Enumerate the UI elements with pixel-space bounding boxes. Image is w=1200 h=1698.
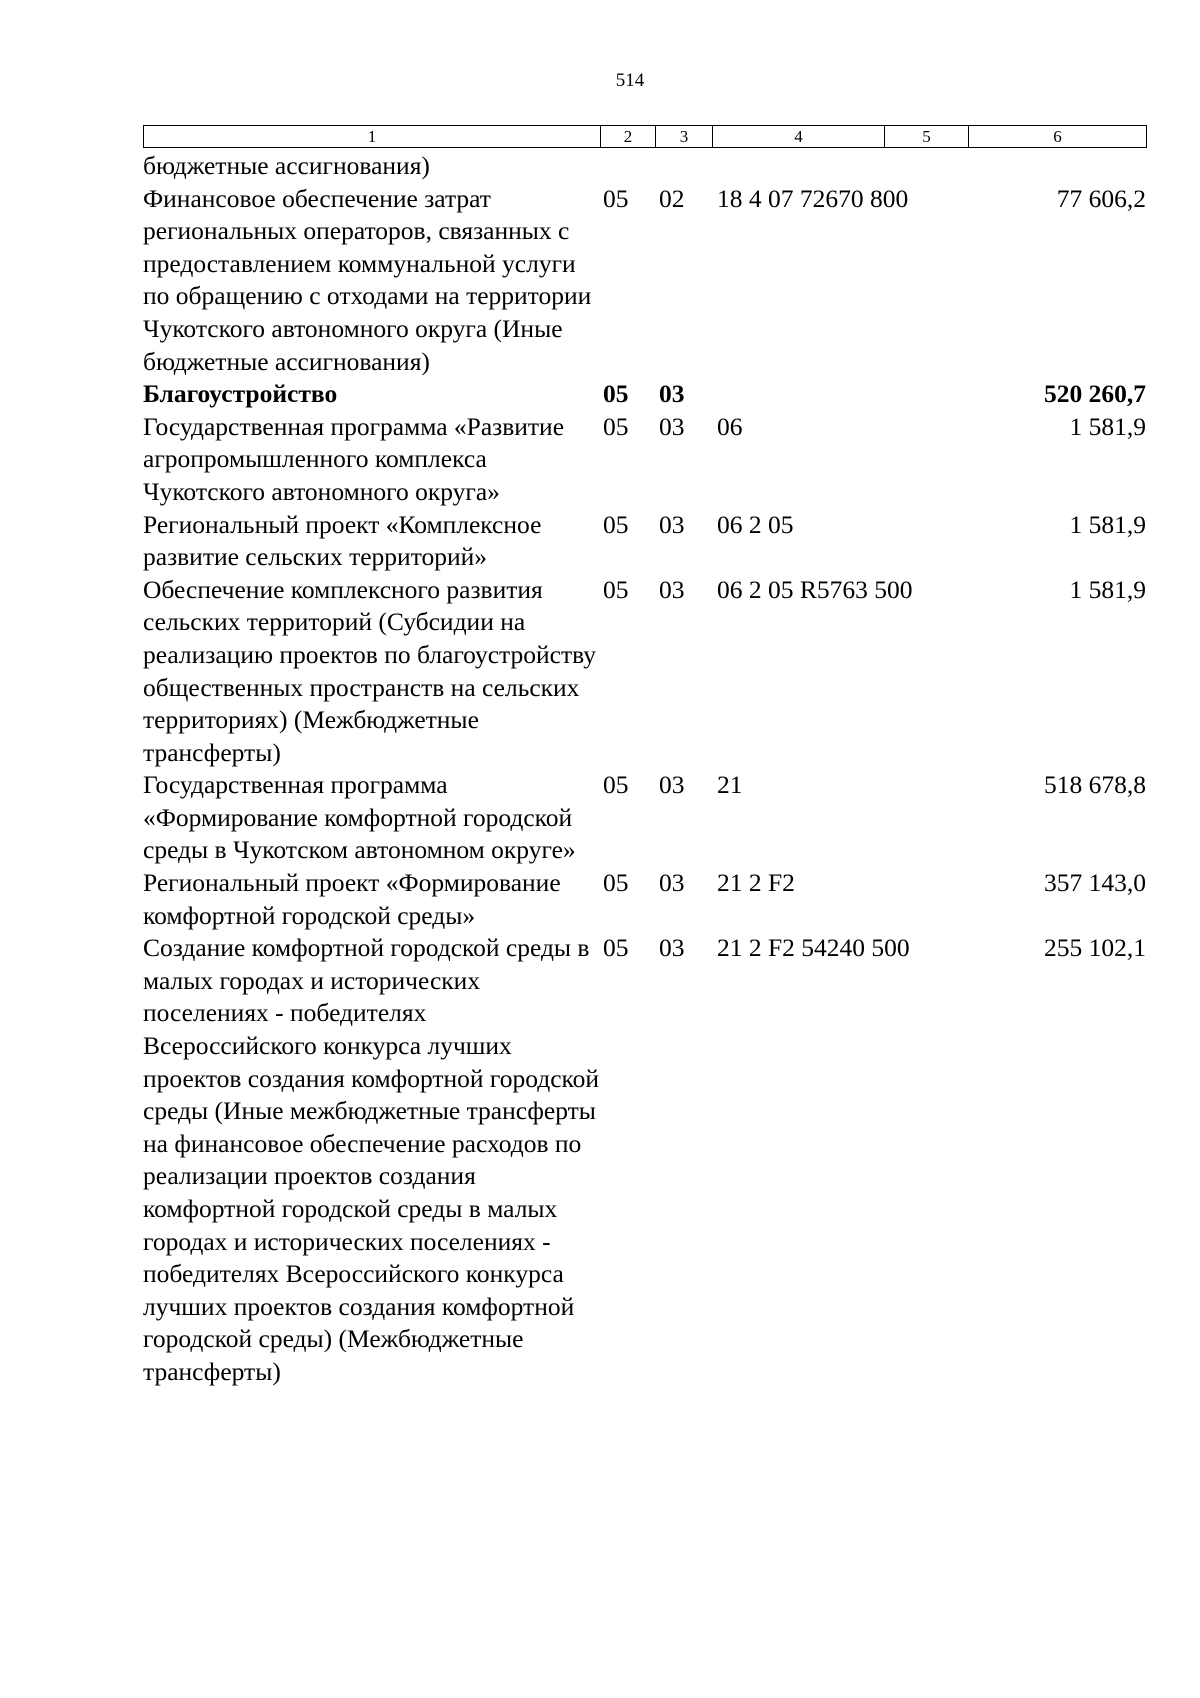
row-name: Создание комфортной городской среды в малых городах и исторических поселениях - победителях Всероссийского конкурса лучших проектов создания комфортной городской среды (Иные межбюджетные трансферты на финансовое обеспечение расходов по реализации проектов создания комфортной городской среды в малых городах и исторических поселениях - победителях Всероссийского конкурса лучших проектов создания комфортной городской среды) (Межбюджетные трансферты) — [143, 933, 600, 1386]
row-subsection: 03 — [659, 770, 685, 800]
row-subsection: 03 — [659, 411, 685, 441]
row-amount: 255 102,1 — [1044, 933, 1146, 963]
row-name: Государственная программа «Формирование комфортной городской среды в Чукотском автономном округе» — [143, 770, 576, 865]
row-amount: 1 581,9 — [1069, 411, 1146, 441]
table-row — [143, 867, 1146, 932]
table-row — [143, 769, 1146, 867]
row-name: Региональный проект «Комплексное развитие сельских территорий» — [143, 509, 542, 572]
row-section: 05 — [603, 411, 629, 441]
row-amount: 520 260,7 — [1044, 379, 1146, 409]
table-row — [143, 574, 1146, 770]
table-row — [143, 932, 1146, 1388]
row-target-code: 06 2 05 — [717, 509, 794, 539]
column-header-6: 6 — [969, 126, 1147, 148]
column-header-1: 1 — [144, 126, 601, 148]
row-amount: 1 581,9 — [1069, 509, 1146, 539]
row-section: 05 — [603, 868, 629, 898]
column-header-3: 3 — [656, 126, 713, 148]
row-subsection: 02 — [659, 183, 685, 213]
row-subsection: 03 — [659, 933, 685, 963]
row-subsection: 03 — [659, 574, 685, 604]
page-number: 514 — [615, 70, 645, 91]
row-section: 05 — [603, 379, 629, 409]
table-row — [143, 509, 1146, 574]
column-header-4: 4 — [713, 126, 885, 148]
row-name: бюджетные ассигнования) — [143, 151, 430, 180]
column-header-2: 2 — [601, 126, 656, 148]
row-amount: 518 678,8 — [1044, 770, 1146, 800]
row-section: 05 — [603, 509, 629, 539]
row-target-code: 06 — [717, 411, 743, 441]
row-target-code: 18 4 07 72670 800 — [717, 183, 909, 213]
table-row — [143, 150, 1146, 183]
row-target-code: 21 2 F2 54240 500 — [717, 933, 910, 963]
row-target-code: 21 — [717, 770, 743, 800]
column-header-row — [143, 125, 1147, 148]
row-target-code: 06 2 05 R5763 500 — [717, 574, 913, 604]
row-subsection: 03 — [659, 509, 685, 539]
row-section: 05 — [603, 574, 629, 604]
row-amount: 77 606,2 — [1056, 183, 1146, 213]
row-amount: 1 581,9 — [1069, 574, 1146, 604]
column-header-5: 5 — [885, 126, 969, 148]
row-amount: 357 143,0 — [1044, 868, 1146, 898]
budget-table-body — [143, 150, 1146, 1389]
row-name: Благоустройство — [143, 379, 338, 409]
row-target-code: 21 2 F2 — [717, 868, 795, 898]
row-section: 05 — [603, 933, 629, 963]
row-subsection: 03 — [659, 868, 685, 898]
row-name: Государственная программа «Развитие агропромышленного комплекса Чукотского автономного округа» — [143, 411, 565, 506]
row-subsection: 03 — [659, 379, 685, 409]
table-row — [143, 183, 1146, 379]
row-name: Региональный проект «Формирование комфортной городской среды» — [143, 868, 561, 930]
row-section: 05 — [603, 770, 629, 800]
table-row — [143, 411, 1146, 509]
row-name: Финансовое обеспечение затрат региональных операторов, связанных с предоставлением коммунальной услуги по обращению с отходами на территории Чукотского автономного округа (Иные бюджетные ассигнования) — [143, 183, 592, 376]
row-name: Обеспечение комплексного развития сельских территорий (Субсидии на реализацию проектов по благоустройству общественных пространств на сельских территориях) (Межбюджетные трансферты) — [143, 574, 597, 767]
row-section: 05 — [603, 183, 629, 213]
table-row — [143, 378, 1146, 411]
